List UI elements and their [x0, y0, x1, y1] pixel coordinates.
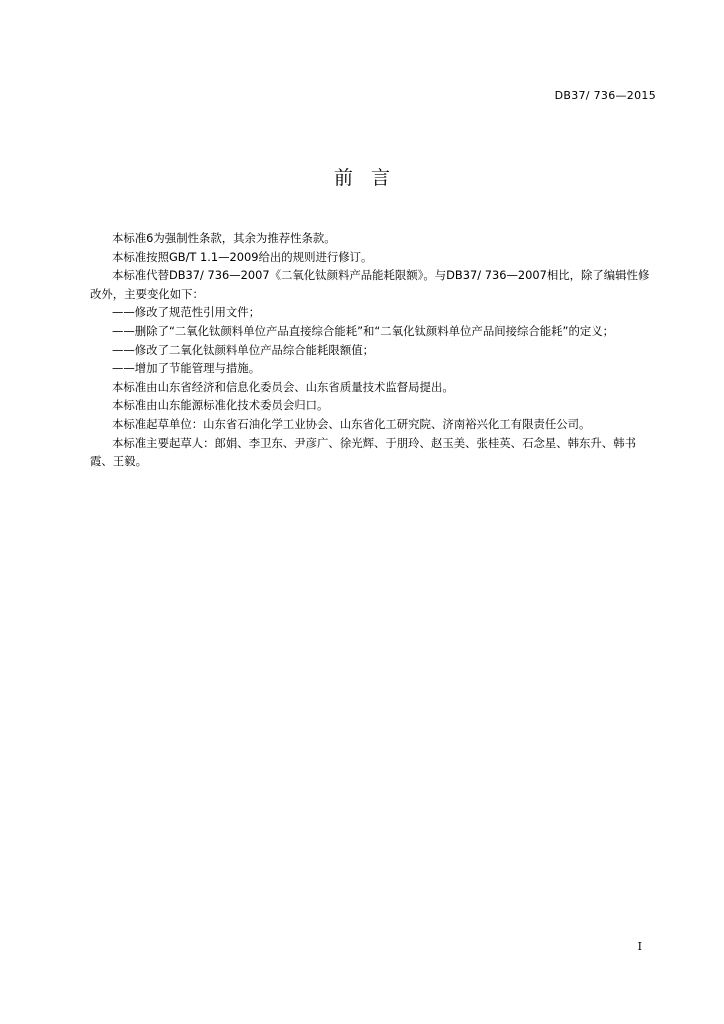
change-item: ——删除了“二氧化钛颜料单位产品直接综合能耗”和“二氧化钛颜料单位产品间接综合能耗”的定义；: [112, 323, 615, 338]
paragraph-proposer: 本标准由山东省经济和信息化委员会、山东省质量技术监督局提出。: [112, 379, 454, 394]
page-title: 前言: [333, 167, 408, 189]
paragraph-replacement: 本标准代替DB37/ 736—2007《二氧化钛颜料产品能耗限额》。与DB37/ 736—2007相比，除了编辑性修改外，主要变化如下：: [90, 268, 650, 301]
foreword-body: [90, 229, 656, 471]
paragraph-drafting-rules: 本标准按照GB/T 1.1—2009给出的规则进行修订。: [112, 249, 373, 264]
standard-code: DB37/ 736—2015: [554, 89, 656, 102]
paragraph-drafters: 本标准主要起草人：郎娟、李卫东、尹彦广、徐光辉、于朋玲、赵玉美、张桂英、石念星、韩东升、韩书霞、王毅。: [90, 435, 636, 469]
change-item: ——修改了二氧化钛颜料单位产品综合能耗限额值；: [112, 342, 374, 357]
paragraph-mandatory-clause: 本标准6为强制性条款，其余为推荐性条款。: [112, 231, 336, 245]
change-item: ——增加了节能管理与措施。: [112, 361, 261, 376]
paragraph-administrator: 本标准由山东能源标准化技术委员会归口。: [112, 398, 329, 413]
page-number: I: [637, 940, 642, 953]
paragraph-drafting-units: 本标准起草单位：山东省石油化学工业协会、山东省化工研究院、济南裕兴化工有限责任公司。: [112, 416, 591, 431]
change-item: ——修改了规范性引用文件；: [112, 305, 261, 320]
